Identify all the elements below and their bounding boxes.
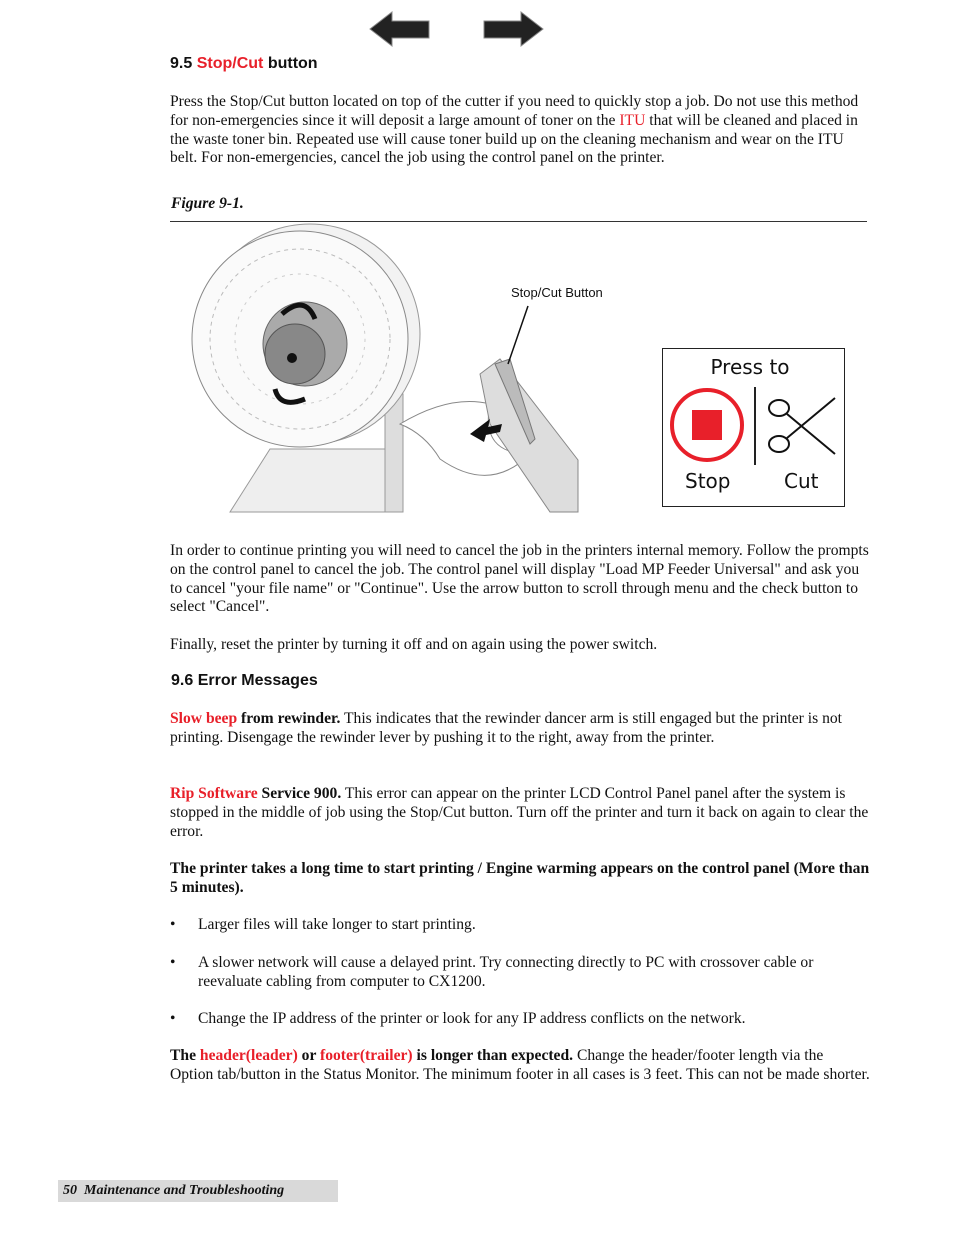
divider	[170, 221, 867, 222]
stop-label: Stop	[685, 469, 731, 493]
cutter-illustration	[190, 224, 603, 516]
panel-divider	[754, 387, 756, 465]
cut-label: Cut	[784, 469, 819, 493]
reset-paragraph: Finally, reset the printer by turning it off and on again using the power switch.	[170, 636, 658, 653]
stop-cut-panel	[662, 348, 845, 507]
previous-page-arrow-icon[interactable]	[368, 10, 432, 48]
panel-title: Press to	[710, 355, 790, 379]
stop-button-icon[interactable]	[669, 387, 747, 465]
callout-label: Stop/Cut Button	[511, 285, 603, 300]
figure-caption: Figure 9-1.	[171, 195, 244, 212]
section-heading-9-5: 9.5 Stop/Cut button	[170, 55, 318, 72]
itu-link[interactable]: ITU	[619, 111, 646, 129]
scissors-icon[interactable]	[765, 394, 837, 460]
stop-cut-paragraph: Press the Stop/Cut button located on top of the cutter if you need to quickly stop a job. Do not use this method for non-emergencies since it will deposit a large amount of toner on the ITU that will be cleaned and placed in the waste toner bin. Repeated use will cause toner build up on the cleaning mechanism and wear on the ITU belt. For non-emergencies, cancel the job using the control panel on the printer.	[170, 93, 859, 167]
section-heading-9-6: 9.6 Error Messages	[171, 672, 318, 689]
error-slow-beep: Slow beep from rewinder. This indicates that the rewinder dancer arm is still engaged but the printer is not printing. Disengage the rewinder lever by pushing it to the right, away from the printer.	[170, 710, 842, 746]
error-long-start-heading: The printer takes a long time to start printing / Engine warming appears on the control panel (More than 5 minutes).	[170, 860, 870, 896]
error-header-footer: The header(leader) or footer(trailer) is longer than expected. Change the header/footer length via the Option tab/button in the Status Monitor. The minimum footer in all cases is 3 feet. This can not be made shorter.	[170, 1047, 870, 1083]
page: 9.5 Stop/Cut button Press the Stop/Cut button located on top of the cutter if you need to quickly stop a job. Do not use this method for non-emergencies since it will deposit a large amount of toner on the ITU that will be cleaned and placed in the waste toner bin. Repeated use will cause toner build up on the cleaning mechanism and wear on the ITU belt. For non-emergencies, cancel the job using the control panel on the printer. Figure 9-1. Stop/Cut Button Press to Stop Cut In order to continue printing you will need to cancel the job in the printers internal memory. Follow the prompts on the control panel to cancel the job. The control panel will display "Load MP Feeder Universal" and ask you to cancel "your file name" or "Continue". Use the arrow button to scroll through menu and the check button to select "Cancel". Finally, reset the printer by turning it off and on again using the power switch. 9.6 Error Messages Slow beep from rewinder. This indicates that the rewinder dancer arm is still engaged but the printer is not printing. Disengage the rewinder lever by pushing it to the right, away from the printer. Rip Software Service 900. This error can appear on the printer LCD Control Panel panel after the system is stopped in the middle of job using the Stop/Cut button. Turn off the printer and turn it back on again to clear the error. The printer takes a long time to start printing / Engine warming appears on the control panel (More than 5 minutes). • Larger files will take longer to start printing. • A slower network will cause a delayed print. Try connecting directly to PC with crossover cable or reevaluate cabling from computer to CX1200. • Change the IP address of the printer or look for any IP address conflicts on the network. The header(leader) or footer(trailer) is longer than expected. Change the header/footer length via the Option tab/button in the Status Monitor. The minimum footer in all cases is 3 feet. This can not be made shorter. 50 Maintenance and Troubleshooting	[0, 0, 954, 1235]
cancel-job-paragraph: In order to continue printing you will need to cancel the job in the printers internal memory. Follow the prompts on the control panel to cancel the job. The control panel will display "Load MP Feeder Universal" and ask you to cancel "your file name" or "Continue". Use the arrow button to scroll through menu and the check button to select "Cancel".	[170, 542, 869, 616]
next-page-arrow-icon[interactable]	[482, 10, 546, 48]
page-footer: 50 Maintenance and Troubleshooting	[58, 1180, 338, 1202]
error-rip-software: Rip Software Service 900. This error can appear on the printer LCD Control Panel panel after the system is stopped in the middle of job using the Stop/Cut button. Turn off the printer and turn it back on again to clear the error.	[170, 785, 869, 840]
